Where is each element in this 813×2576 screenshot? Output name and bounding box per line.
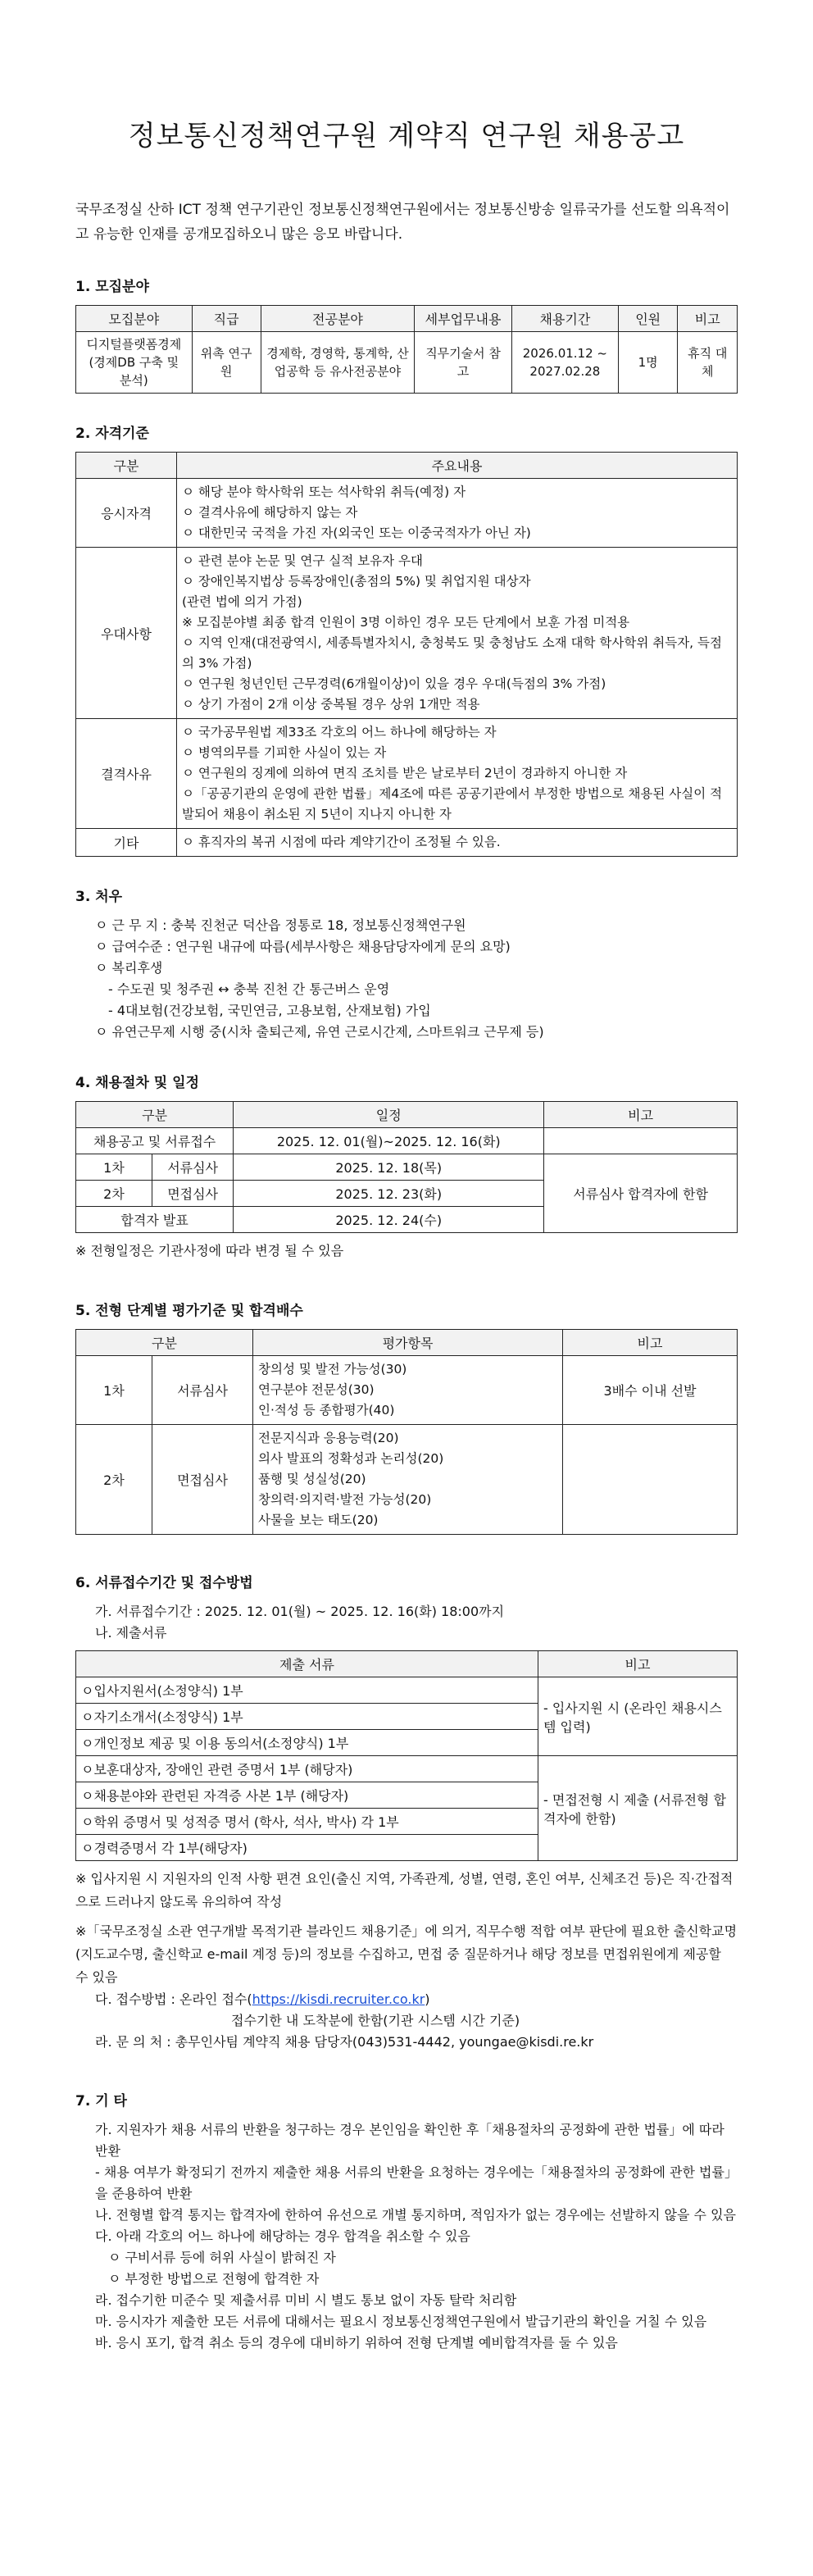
row-content-etc	[177, 829, 738, 857]
th-items: 평가항목	[253, 1330, 563, 1356]
benefit-line: - 4대보험(건강보험, 국민연금, 고용보험, 산재보험) 가입	[108, 1003, 431, 1018]
documents-remark-interview: - 면접전형 시 제출 (서류전형 합격자에 한함)	[538, 1756, 738, 1861]
section-3-heading: 3. 처우	[75, 889, 123, 905]
etc-line: 마. 응시자가 제출한 모든 서류에 대해서는 필요시 정보통신정책연구원에서 발급기관의 확인을 거칠 수 있음	[95, 2314, 707, 2329]
eval-items	[253, 1425, 563, 1535]
eval-item: 의사 발표의 정확성과 논리성(20)	[258, 1451, 444, 1466]
th-stage: 구분	[76, 1330, 253, 1356]
line: ㅇ 연구원의 징계에 의하여 면직 조치를 받은 날로부터 2년이 경과하지 아니한 자	[182, 766, 628, 781]
document-item: ㅇ개인정보 제공 및 이용 동의서(소정양식) 1부	[76, 1730, 538, 1756]
schedule-date: 2025. 12. 24(수)	[234, 1207, 544, 1233]
benefit-line: - 수도권 및 청주권 ↔ 충북 진천 간 통근버스 운영	[108, 981, 390, 997]
schedule-stage: 합격자 발표	[76, 1207, 234, 1233]
etc-line: 바. 응시 포기, 합격 취소 등의 경우에 대비하기 위하여 전형 단계별 예비합격자를 둘 수 있음	[95, 2335, 618, 2351]
eval-item: 창의력·의지력·발전 가능성(20)	[258, 1492, 432, 1507]
line: ㅇ 상기 가점이 2개 이상 중복될 경우 상위 1개만 적용	[182, 697, 480, 712]
blind-note-1: ※ 입사지원 시 지원자의 인적 사항 편견 요인(출신 지역, 가족관계, 성별, 연령, 혼인 여부, 신체조건 등)은 직·간접적으로 드러나지 않도록 유의하여 작성	[75, 1871, 734, 1909]
eval-stage-no: 2차	[76, 1425, 152, 1535]
eval-stage: 서류심사	[152, 1356, 253, 1425]
benefit-line: ㅇ 복리후생	[95, 960, 163, 976]
row-content-disqualification	[177, 719, 738, 829]
th-remark: 비고	[538, 1651, 738, 1677]
eval-remark	[563, 1425, 738, 1535]
section-6-heading: 6. 서류접수기간 및 접수방법	[75, 1575, 253, 1591]
line: (관련 법에 의거 가점)	[182, 594, 302, 609]
line: ※ 모집분야별 최종 합격 인원이 3명 이하인 경우 모든 단계에서 보훈 가점 미적용	[182, 615, 630, 630]
cell-remark: 휴직 대체	[678, 332, 738, 394]
cell-duty: 직무기술서 참고	[415, 332, 512, 394]
row-label-etc: 기타	[76, 829, 177, 857]
eval-item: 사물을 보는 태도(20)	[258, 1513, 379, 1527]
recruit-site-link[interactable]: https://kisdi.recruiter.co.kr	[252, 1991, 425, 2007]
line: ㅇ 연구원 청년인턴 근무경력(6개월이상)이 있을 경우 우대(득점의 3% 가점)	[182, 676, 606, 691]
th-count: 인원	[618, 306, 678, 332]
eval-stage: 면접심사	[152, 1425, 253, 1535]
row-label-disqualification: 결격사유	[76, 719, 177, 829]
application-deadline-note: 접수기한 내 도착분에 한함(기관 시스템 시간 기준)	[231, 2013, 520, 2028]
section-5-heading: 5. 전형 단계별 평가기준 및 합격배수	[75, 1303, 303, 1319]
th-content: 주요내용	[177, 453, 738, 479]
etc-line: 가. 지원자가 채용 서류의 반환을 청구하는 경우 본인임을 확인한 후「채용절차의 공정화에 관한 법률」에 따라 반환	[95, 2122, 724, 2159]
line: ㅇ 휴직자의 복귀 시점에 따라 계약기간이 조정될 수 있음.	[182, 835, 501, 849]
method-label: 다. 접수방법 : 온라인 접수(	[95, 1991, 252, 2007]
etc-line: ㅇ 부정한 방법으로 전형에 합격한 자	[108, 2271, 320, 2287]
document-item: ㅇ학위 증명서 및 성적증 명서 (학사, 석사, 박사) 각 1부	[76, 1809, 538, 1835]
intro-paragraph: 국무조정실 산하 ICT 정책 연구기관인 정보통신정책연구원에서는 정보통신방송 일류국가를 선도할 의욕적이고 유능한 인재를 공개모집하오니 많은 응모 바랍니다.	[75, 202, 730, 243]
benefit-line: ㅇ 유연근무제 시행 중(시차 출퇴근제, 유연 근로시간제, 스마트워크 근무제 등)	[95, 1024, 544, 1040]
th-remark: 비고	[563, 1330, 738, 1356]
cell-rank: 위촉 연구원	[192, 332, 261, 394]
line: ㅇ「공공기관의 운영에 관한 법률」제4조에 따른 공공기관에서 부정한 방법으로 채용된 사실이 적발되어 채용이 취소된 지 5년이 지나지 아니한 자	[182, 786, 723, 821]
section-2-heading: 2. 자격기준	[75, 426, 149, 442]
cell-major: 경제학, 경영학, 통계학, 산업공학 등 유사전공분야	[261, 332, 415, 394]
line: ㅇ 병역의무를 기피한 사실이 있는 자	[182, 745, 387, 760]
schedule-stage: 면접심사	[152, 1181, 234, 1207]
th-period: 채용기간	[511, 306, 618, 332]
etc-line: ㅇ 구비서류 등에 허위 사실이 밝혀진 자	[108, 2250, 336, 2265]
qualification-table	[75, 452, 738, 857]
line: ㅇ 대한민국 국적을 가진 자(외국인 또는 이중국적자가 아닌 자)	[182, 526, 531, 540]
documents-title: 나. 제출서류	[95, 1625, 167, 1641]
etc-list	[75, 2119, 738, 2354]
application-period: 가. 서류접수기간 : 2025. 12. 01(월) ~ 2025. 12. 16(화) 18:00까지	[95, 1604, 505, 1619]
schedule-stage: 서류심사	[152, 1154, 234, 1181]
row-content-eligibility	[177, 479, 738, 548]
etc-line: 나. 전형별 합격 통지는 합격자에 한하여 유선으로 개별 통지하며, 적임자가 없는 경우에는 선발하지 않을 수 있음	[95, 2207, 736, 2223]
etc-line: 다. 아래 각호의 어느 하나에 해당하는 경우 합격을 취소할 수 있음	[95, 2228, 470, 2244]
th-documents: 제출 서류	[76, 1651, 538, 1677]
th-field: 모집분야	[76, 306, 193, 332]
schedule-stage-no: 1차	[76, 1154, 152, 1181]
eval-remark: 3배수 이내 선발	[563, 1356, 738, 1425]
th-major: 전공분야	[261, 306, 415, 332]
line: ㅇ 국가공무원법 제33조 각호의 어느 하나에 해당하는 자	[182, 725, 497, 740]
cell-count: 1명	[618, 332, 678, 394]
contact-info: 라. 문 의 처 : 총무인사팀 계약직 채용 담당자(043)531-4442, youngae@kisdi.re.kr	[95, 2034, 594, 2050]
line: ㅇ 결격사유에 해당하지 않는 자	[182, 505, 358, 520]
eval-item: 전문지식과 응용능력(20)	[258, 1431, 399, 1445]
line: ㅇ 관련 분야 논문 및 연구 실적 보유자 우대	[182, 553, 423, 568]
schedule-remark: 서류심사 합격자에 한함	[544, 1154, 738, 1233]
document-item: ㅇ경력증명서 각 1부(해당자)	[76, 1835, 538, 1861]
document-item: ㅇ채용분야와 관련된 자격증 사본 1부 (해당자)	[76, 1782, 538, 1809]
schedule-stage-no: 2차	[76, 1181, 152, 1207]
etc-line: 라. 접수기한 미준수 및 제출서류 미비 시 별도 통보 없이 자동 탈락 처리함	[95, 2292, 517, 2308]
line: ㅇ 장애인복지법상 등록장애인(총점의 5%) 및 취업지원 대상자	[182, 574, 531, 589]
row-label-eligibility: 응시자격	[76, 479, 177, 548]
documents-remark-online: - 입사지원 시 (온라인 채용시스템 입력)	[538, 1677, 738, 1756]
benefit-line: ㅇ 급여수준 : 연구원 내규에 따름(세부사항은 채용담당자에게 문의 요망)	[95, 939, 511, 954]
schedule-note: ※ 전형일정은 기관사정에 따라 변경 될 수 있음	[75, 1243, 344, 1258]
eval-item: 인·적성 등 종합평가(40)	[258, 1403, 395, 1418]
section-1-heading: 1. 모집분야	[75, 279, 149, 295]
row-content-preference	[177, 548, 738, 719]
schedule-date: 2025. 12. 23(화)	[234, 1181, 544, 1207]
document-item: ㅇ보훈대상자, 장애인 관련 증명서 1부 (해당자)	[76, 1756, 538, 1782]
th-rank: 직급	[192, 306, 261, 332]
eval-items	[253, 1356, 563, 1425]
th-remark: 비고	[544, 1102, 738, 1128]
th-category: 구분	[76, 453, 177, 479]
schedule-remark	[544, 1128, 738, 1154]
th-duty: 세부업무내용	[415, 306, 512, 332]
etc-line: - 채용 여부가 확정되기 전까지 제출한 채용 서류의 반환을 요청하는 경우에는「채용절차의 공정화에 관한 법률」을 준용하여 반환	[95, 2164, 738, 2201]
th-schedule: 일정	[234, 1102, 544, 1128]
schedule-stage: 채용공고 및 서류접수	[76, 1128, 234, 1154]
cell-field: 디지털플랫폼경제 (경제DB 구축 및 분석)	[76, 332, 193, 394]
evaluation-table	[75, 1329, 738, 1535]
schedule-table	[75, 1101, 738, 1233]
th-remark: 비고	[678, 306, 738, 332]
schedule-date: 2025. 12. 01(월)~2025. 12. 16(화)	[234, 1128, 544, 1154]
line: ㅇ 해당 분야 학사학위 또는 석사학위 취득(예정) 자	[182, 485, 466, 499]
eval-item: 품행 및 성실성(20)	[258, 1472, 366, 1486]
benefit-line: ㅇ 근 무 지 : 충북 진천군 덕산읍 정통로 18, 정보통신정책연구원	[95, 917, 466, 933]
cell-period: 2026.01.12 ~ 2027.02.28	[511, 332, 618, 394]
documents-table	[75, 1650, 738, 1861]
th-stage: 구분	[76, 1102, 234, 1128]
page-title: 정보통신정책연구원 계약직 연구원 채용공고	[128, 120, 685, 152]
schedule-date: 2025. 12. 18(목)	[234, 1154, 544, 1181]
row-label-preference: 우대사항	[76, 548, 177, 719]
line: ㅇ 지역 인재(대전광역시, 세종특별자치시, 충청북도 및 충청남도 소재 대학 학사학위 취득자, 득점의 3% 가점)	[182, 635, 722, 671]
document-item: ㅇ입사지원서(소정양식) 1부	[76, 1677, 538, 1704]
application-method	[75, 1989, 738, 2010]
method-suffix: )	[425, 1991, 430, 2007]
blind-note-2: ※「국무조정실 소관 연구개발 목적기관 블라인드 채용기준」에 의거, 직무수행 적합 여부 판단에 필요한 출신학교명(지도교수명, 출신학교 e-mail 계정 등)의 정보를 수집하고, 면접 중 질문하거나 해당 정보를 면접위원에게 제공할 수 있음	[75, 1923, 738, 1985]
eval-item: 창의성 및 발전 가능성(30)	[258, 1362, 407, 1377]
eval-stage-no: 1차	[76, 1356, 152, 1425]
section-4-heading: 4. 채용절차 및 일정	[75, 1075, 199, 1091]
section-7-heading: 7. 기 타	[75, 2093, 127, 2109]
document-item: ㅇ자기소개서(소정양식) 1부	[76, 1704, 538, 1730]
eval-item: 연구분야 전문성(30)	[258, 1382, 375, 1397]
benefits-list	[75, 915, 738, 1043]
recruit-field-table	[75, 305, 738, 394]
